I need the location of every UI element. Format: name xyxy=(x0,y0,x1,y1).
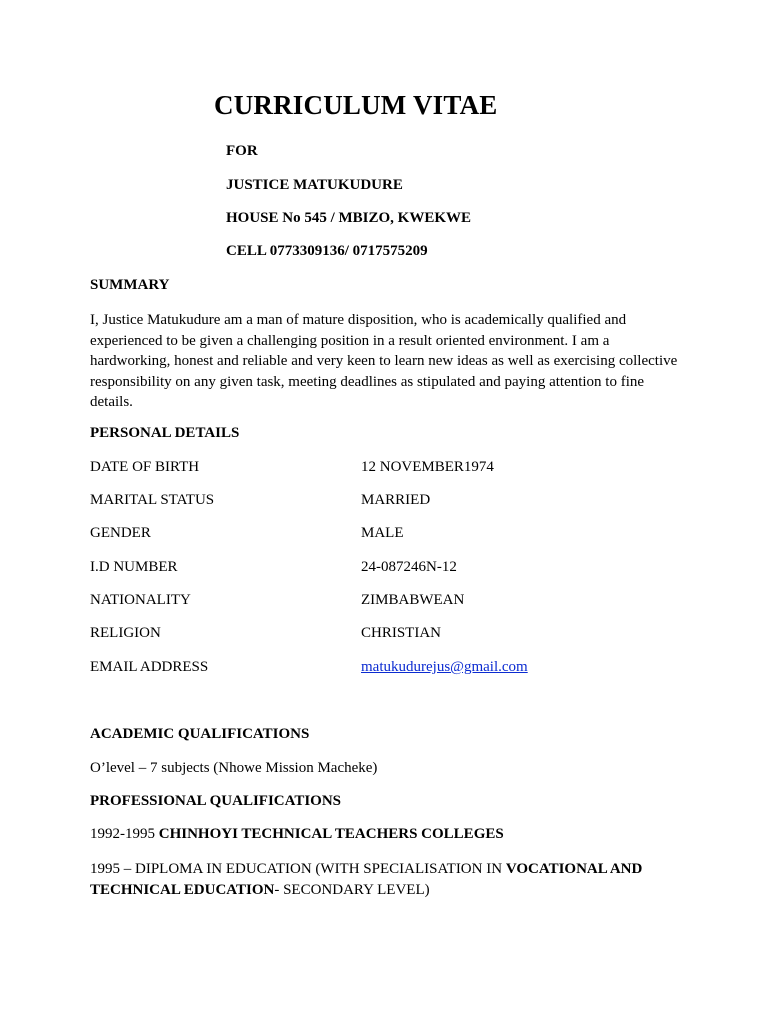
academic-item: O’level – 7 subjects (Nhowe Mission Macheke) xyxy=(90,760,378,776)
detail-value: MALE xyxy=(361,525,404,541)
detail-row-id-number xyxy=(90,559,690,579)
detail-row-date-of-birth xyxy=(90,459,690,479)
diploma-specialisation-b: TECHNICAL EDUCATION xyxy=(90,881,275,898)
detail-value: CHRISTIAN xyxy=(361,625,442,641)
document-title: CURRICULUM VITAE xyxy=(214,90,498,120)
detail-label: EMAIL ADDRESS xyxy=(90,659,209,675)
detail-value: ZIMBABWEAN xyxy=(361,592,465,608)
professional-item-college xyxy=(90,826,504,843)
detail-value: MARRIED xyxy=(361,492,431,508)
academic-heading: ACADEMIC QUALIFICATIONS xyxy=(90,726,310,742)
header-for: FOR xyxy=(226,143,258,159)
header-cell: CELL 0773309136/ 0717575209 xyxy=(226,243,428,259)
professional-item-diploma xyxy=(90,859,680,900)
diploma-level: - SECONDARY LEVEL) xyxy=(274,881,430,898)
email-link[interactable]: matukudurejus@gmail.com xyxy=(361,659,528,675)
detail-value: 12 NOVEMBER1974 xyxy=(361,459,494,475)
personal-details-heading: PERSONAL DETAILS xyxy=(90,425,240,441)
header-name: JUSTICE MATUKUDURE xyxy=(226,177,403,193)
diploma-text: 1995 – DIPLOMA IN EDUCATION (WITH SPECIALISATION IN xyxy=(90,861,503,877)
college-years: 1992-1995 xyxy=(90,826,155,842)
detail-label: DATE OF BIRTH xyxy=(90,459,200,475)
detail-label: GENDER xyxy=(90,525,151,541)
detail-row-nationality xyxy=(90,592,690,612)
detail-label: I.D NUMBER xyxy=(90,559,178,575)
college-name: CHINHOYI TECHNICAL TEACHERS COLLEGES xyxy=(158,826,504,842)
detail-label: NATIONALITY xyxy=(90,592,191,608)
professional-heading: PROFESSIONAL QUALIFICATIONS xyxy=(90,793,342,809)
detail-label: MARITAL STATUS xyxy=(90,492,215,508)
header-address: HOUSE No 545 / MBIZO, KWEKWE xyxy=(226,210,472,226)
detail-row-marital-status xyxy=(90,492,690,512)
summary-heading: SUMMARY xyxy=(90,277,170,293)
detail-row-gender xyxy=(90,525,690,545)
summary-text: I, Justice Matukudure am a man of mature disposition, who is academically qualified and experienced to be given a challenging position in a result oriented environment. I am a hardworking, honest and reliable and very keen to learn new ideas as well as exercising collective responsibility on any given task, meeting deadlines as stipulated and paying attention to fine details. xyxy=(90,312,678,410)
detail-row-email-address xyxy=(90,659,690,679)
detail-value: 24-087246N-12 xyxy=(361,559,457,575)
detail-label: RELIGION xyxy=(90,625,161,641)
diploma-specialisation-a: VOCATIONAL AND xyxy=(505,861,643,877)
detail-row-religion xyxy=(90,625,690,645)
